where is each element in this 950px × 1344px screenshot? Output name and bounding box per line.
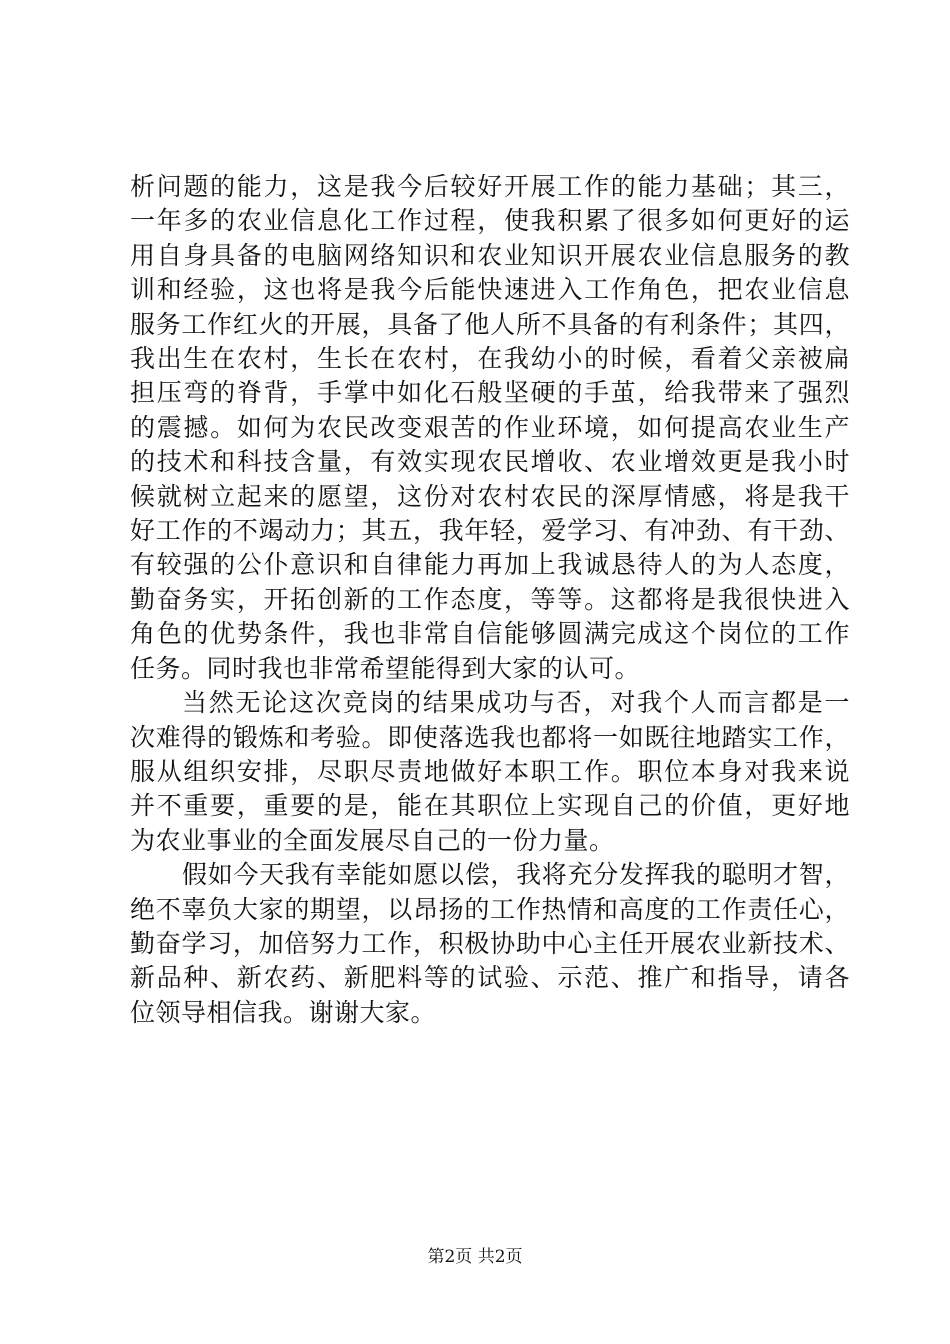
text-line: 绝不辜负大家的期望，以昂扬的工作热情和高度的工作责任心，	[130, 894, 850, 924]
text-line: 并不重要，重要的是，能在其职位上实现自己的价值，更好地	[130, 791, 850, 821]
text-line: 勤奋学习，加倍努力工作，积极协助中心主任开展农业新技术、	[130, 928, 850, 958]
text-line: 析问题的能力，这是我今后较好开展工作的能力基础；其三，	[130, 172, 850, 201]
paragraph	[130, 686, 850, 858]
paragraph	[130, 170, 850, 686]
text-line: 我出生在农村，生长在农村，在我幼小的时候，看着父亲被扁	[130, 344, 850, 374]
text-line: 服务工作红火的开展，具备了他人所不具备的有利条件；其四，	[130, 309, 850, 339]
text-line: 位领导相信我。谢谢大家。	[130, 997, 437, 1027]
text-line: 一年多的农业信息化工作过程，使我积累了很多如何更好的运	[130, 206, 850, 236]
text-line: 假如今天我有幸能如愿以偿，我将充分发挥我的聪明才智，	[182, 860, 850, 890]
document-body	[130, 170, 850, 1030]
text-line: 好工作的不竭动力；其五，我年轻，爱学习、有冲劲、有干劲、	[130, 516, 850, 546]
text-line: 次难得的锻炼和考验。即使落选我也都将一如既往地踏实工作，	[130, 722, 850, 752]
text-line: 服从组织安排，尽职尽责地做好本职工作。职位本身对我来说	[130, 756, 850, 786]
text-line: 当然无论这次竞岗的结果成功与否，对我个人而言都是一	[182, 688, 850, 718]
text-line: 角色的优势条件，我也非常自信能够圆满完成这个岗位的工作	[130, 619, 850, 649]
text-line: 候就树立起来的愿望，这份对农村农民的深厚情感，将是我干	[130, 481, 850, 511]
text-line: 担压弯的脊背，手掌中如化石般坚硬的手茧，给我带来了强烈	[130, 378, 850, 408]
text-line: 勤奋务实，开拓创新的工作态度，等等。这都将是我很快进入	[130, 584, 850, 614]
text-line: 为农业事业的全面发展尽自己的一份力量。	[130, 825, 615, 855]
text-line: 有较强的公仆意识和自律能力再加上我诚恳待人的为人态度，	[130, 550, 850, 580]
text-line: 用自身具备的电脑网络知识和农业知识开展农业信息服务的教	[130, 240, 850, 270]
text-line: 新品种、新农药、新肥料等的试验、示范、推广和指导，请各	[130, 963, 850, 993]
text-line: 任务。同时我也非常希望能得到大家的认可。	[130, 653, 641, 683]
text-line: 训和经验，这也将是我今后能快速进入工作角色，把农业信息	[130, 275, 850, 305]
text-line: 的技术和科技含量，有效实现农民增收、农业增效更是我小时	[130, 447, 850, 477]
paragraph	[130, 858, 850, 1030]
text-line: 的震撼。如何为农民改变艰苦的作业环境，如何提高农业生产	[130, 412, 850, 442]
page-footer: 第2页 共2页	[427, 1247, 523, 1267]
